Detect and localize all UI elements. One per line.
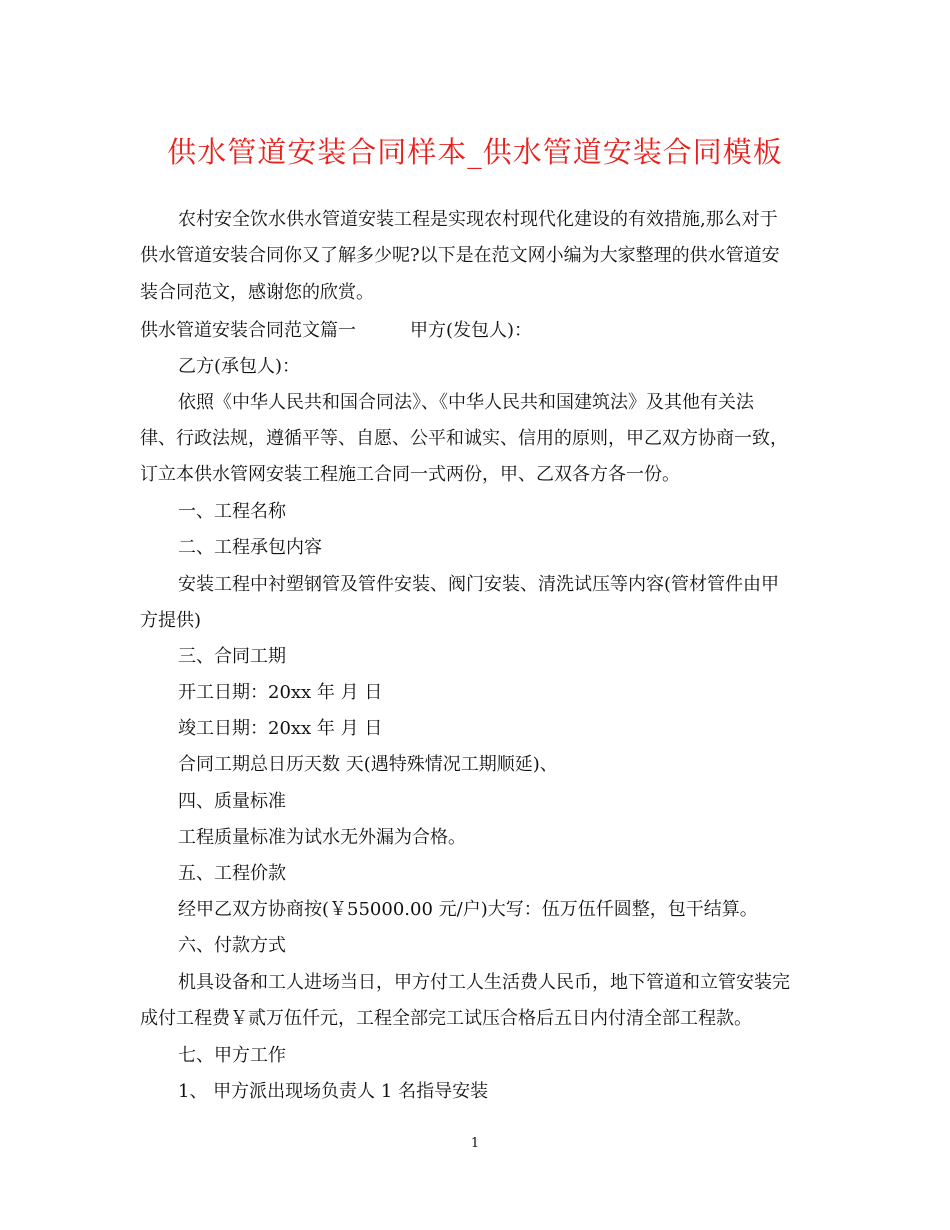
total-days-line: 合同工期总日历天数 天(遇特殊情况工期顺延)、 (178, 754, 558, 775)
clause-2-body-line-1: 安装工程中衬塑钢管及管件安装、阀门安装、清洗试压等内容(管材管件由甲 (178, 574, 780, 595)
clause-5-heading: 五、工程价款 (178, 863, 286, 884)
clause-7-heading: 七、甲方工作 (178, 1045, 286, 1066)
clause-6-heading: 六、付款方式 (178, 935, 286, 956)
page-number: 1 (470, 1136, 480, 1151)
document-title: 供水管道安装合同样本_供水管道安装合同模板 (167, 135, 783, 169)
basis-line-2: 律、行政法规，遵循平等、自愿、公平和诚实、信用的原则，甲乙双方协商一致， (140, 428, 788, 449)
clause-5-body: 经甲乙双方协商按(￥55000.00 元/户)大写：伍万伍仟圆整，包干结算。 (178, 899, 758, 920)
basis-line-1: 依照《中华人民共和国合同法》、《中华人民共和国建筑法》及其他有关法 (178, 392, 754, 413)
clause-2-heading: 二、工程承包内容 (178, 537, 322, 558)
clause-6-body-line-1: 机具设备和工人进场当日，甲方付工人生活费人民币，地下管道和立管安装完 (178, 972, 790, 993)
clause-7-item-1: 1、 甲方派出现场负责人 1 名指导安装 (178, 1081, 489, 1102)
intro-line-1: 农村安全饮水供水管道安装工程是实现农村现代化建设的有效措施,那么对于 (178, 209, 778, 230)
clause-4-heading: 四、质量标准 (178, 791, 286, 812)
clause-6-body-line-2: 成付工程费￥贰万伍仟元，工程全部完工试压合格后五日内付清全部工程款。 (140, 1008, 752, 1029)
clause-1-heading: 一、工程名称 (178, 501, 286, 522)
start-date-line: 开工日期：20xx 年 月 日 (178, 682, 383, 703)
clause-4-body: 工程质量标准为试水无外漏为合格。 (178, 827, 466, 848)
party-b-line: 乙方(承包人)： (178, 356, 301, 377)
end-date-line: 竣工日期：20xx 年 月 日 (178, 718, 383, 739)
basis-line-3: 订立本供水管网安装工程施工合同一式两份，甲、乙双各方各一份。 (140, 464, 680, 485)
clause-2-body-line-2: 方提供) (140, 610, 202, 631)
clause-3-heading: 三、合同工期 (178, 646, 286, 667)
intro-line-3: 装合同范文，感谢您的欣赏。 (140, 282, 374, 303)
intro-line-2: 供水管道安装合同你又了解多少呢?以下是在范文网小编为大家整理的供水管道安 (140, 245, 780, 266)
section-heading-line: 供水管道安装合同范文篇一 甲方(发包人)： (140, 320, 533, 341)
